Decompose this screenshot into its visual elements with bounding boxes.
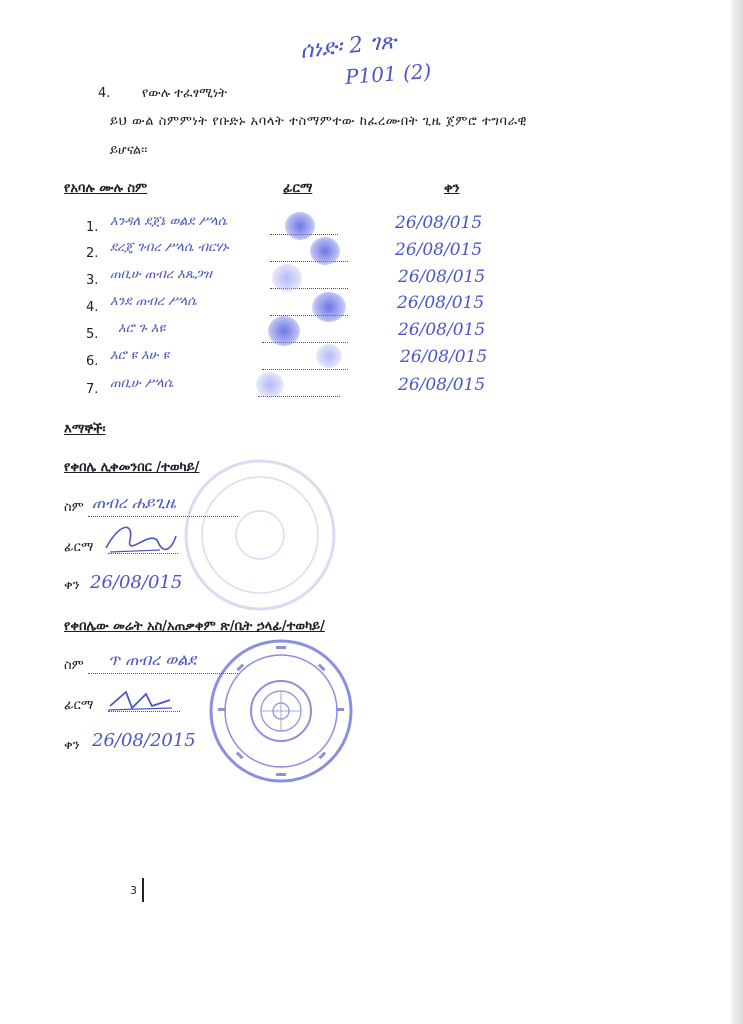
member-name: እሮ ጉ እዩ — [118, 321, 165, 336]
page-number-bar — [142, 878, 144, 902]
header-member-name: የአባሉ ሙሉ ስም — [64, 181, 148, 196]
body-line-1: ይህ ውል ስምምነት የቡድኑ አባላት ተስማምተው ከፈረሙበት ጊዜ ጀምሮ ተግባራዊ — [110, 114, 528, 129]
section-number: 4. — [98, 86, 111, 101]
fingerprint — [285, 212, 315, 240]
receiver-name: ጠብረ ሐይጊዜ — [92, 493, 176, 512]
office-name-label: ስም — [64, 658, 84, 673]
fingerprint — [272, 264, 302, 292]
fingerprint — [316, 344, 342, 368]
member-name: ደረጄ ገብረ ሥላሴ ብርሃኑ — [110, 240, 229, 255]
row-number: 5. — [86, 327, 99, 342]
receiver-date-label: ቀን — [64, 578, 80, 593]
office-title: የቀበሌው መሬት አስ/አጠቃቀም ጽ/ቤት ኃላፊ/ተወካይ/ — [64, 619, 325, 634]
kebele-stamp — [180, 455, 340, 615]
page-number: 3 — [130, 884, 137, 897]
receiver-title: የቀበሌ ሊቀመንበር /ተወካይ/ — [64, 460, 200, 475]
row-number: 3. — [86, 273, 99, 288]
row-number: 1. — [86, 220, 99, 235]
section-title: የውሉ ተፈፃሚነት — [142, 86, 227, 101]
member-name: እንደ ጠብረ ሥላሴ — [110, 294, 197, 309]
row-number: 2. — [86, 246, 99, 261]
office-stamp — [206, 636, 356, 786]
member-name: እንዳለ ደጀኔ ወልደ ሥላሴ — [110, 214, 228, 229]
fingerprint — [268, 316, 300, 346]
receiver-date: 26/08/015 — [90, 572, 183, 593]
header-note-line2: P101 (2) — [344, 59, 433, 89]
member-date: 26/08/015 — [398, 267, 486, 287]
receiver-signature — [100, 518, 180, 558]
header-note-line1: ሰነድ፡ 2 ገጽ — [298, 29, 398, 64]
signature-line — [262, 369, 348, 370]
header-signature: ፊርማ — [283, 181, 313, 196]
signature-line — [270, 261, 348, 262]
row-number: 6. — [86, 354, 99, 369]
fingerprint — [312, 292, 346, 322]
member-name: ጠቢሁ ጠብረ እጼጋዝ — [110, 267, 212, 282]
member-date: 26/08/015 — [397, 293, 485, 313]
fingerprint — [256, 372, 284, 398]
page-edge — [731, 0, 743, 1024]
witnesses-title: እማኞች፡ — [64, 422, 106, 437]
member-name: እሮ ዩ እሁ ዩ — [110, 348, 170, 363]
receiver-name-line — [88, 516, 238, 517]
member-date: 26/08/015 — [395, 213, 483, 233]
body-line-2: ይሆናል፡፡ — [110, 143, 148, 158]
member-date: 26/08/015 — [400, 347, 488, 367]
row-number: 7. — [86, 382, 99, 397]
member-date: 26/08/015 — [395, 240, 483, 260]
member-date: 26/08/015 — [398, 320, 486, 340]
member-name: ጠቢሁ ሥላሴ — [110, 376, 174, 391]
fingerprint — [310, 237, 340, 265]
header-date: ቀን — [444, 181, 460, 196]
receiver-name-label: ስም — [64, 500, 84, 515]
office-date-label: ቀን — [64, 738, 80, 753]
receiver-signature-label: ፊርማ — [64, 540, 94, 555]
office-signature-label: ፊርማ — [64, 698, 94, 713]
office-date: 26/08/2015 — [92, 730, 196, 751]
row-number: 4. — [86, 300, 99, 315]
office-signature — [106, 686, 176, 716]
office-name: ጥ ጠብረ ወልደ — [108, 650, 197, 669]
member-date: 26/08/015 — [398, 375, 486, 395]
